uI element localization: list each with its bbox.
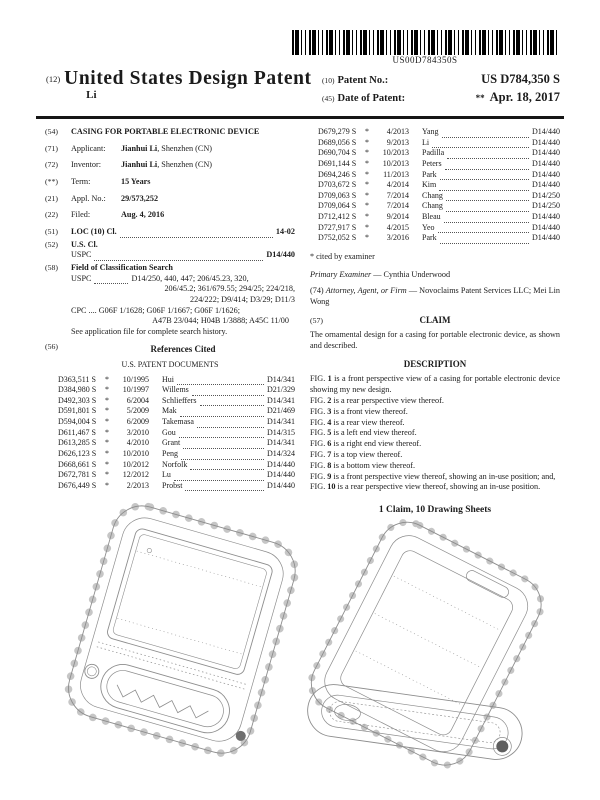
ref-number: D703,672 S: [318, 180, 357, 190]
ref-name: Probst: [162, 480, 183, 490]
dot-leader: [94, 276, 128, 284]
dot-leader: [200, 399, 264, 406]
fig-number: 5: [327, 428, 332, 438]
figure-description-line: [310, 439, 560, 450]
ref-number: D709,064 S: [318, 201, 357, 211]
ref-date: 6/2004: [126, 395, 149, 405]
field-uspc-label: USPC: [71, 273, 92, 283]
ref-date: 7/2014: [386, 201, 409, 211]
ref-class: D14/440: [532, 180, 560, 190]
reference-row: [310, 159, 560, 170]
ref-name: Yeo: [422, 222, 435, 232]
fig-text: is a front view thereof.: [333, 406, 408, 416]
ref-number: D727,917 S: [318, 222, 357, 232]
ref-name: Chang: [422, 201, 443, 211]
ref-name: Bleau: [422, 212, 441, 221]
ref-date: 10/2012: [122, 459, 149, 469]
dot-leader: [180, 410, 264, 417]
ref-name: Park: [422, 233, 437, 243]
reference-row: [45, 428, 295, 439]
rear-perspective-drawing: [295, 506, 563, 791]
ref-name: Lu: [162, 470, 171, 480]
invention-title: CASING FOR PORTABLE ELECTRONIC DEVICE: [71, 127, 260, 136]
right-column: [310, 127, 560, 517]
field-cpc-line1: G06F 1/1628; G06F 1/1667; G06F 1/1626;: [98, 305, 241, 315]
kind-code-tag: (12): [46, 74, 61, 84]
dot-leader: [185, 484, 264, 491]
fig-text: is a rear perspective view thereof.: [333, 395, 444, 405]
fig-number: 10: [327, 482, 336, 492]
cited-by-examiner-note: * cited by examiner: [310, 251, 375, 261]
ref-name: Park: [422, 169, 437, 179]
us-class-block: [71, 240, 295, 261]
filed-label: Filed:: [71, 210, 91, 220]
reference-row: [45, 375, 295, 386]
patent-number: US D784,350 S: [481, 72, 560, 86]
ref-star: *: [365, 180, 369, 190]
field-56-num: (56): [45, 341, 58, 351]
ref-class: D14/440: [267, 470, 295, 480]
fig-label: FIG.: [310, 395, 326, 405]
ref-star: *: [365, 137, 369, 147]
ref-number: D676,449 S: [58, 480, 97, 490]
ref-star: *: [105, 395, 109, 405]
ref-number: D709,063 S: [318, 190, 357, 200]
dot-leader: [444, 216, 529, 223]
fig-text: is a front perspective view of a casing for portable electronic device showing my new design.: [310, 374, 560, 395]
fig-text: is a top view thereof.: [333, 449, 403, 459]
reference-row: [45, 470, 295, 481]
header-rule: [36, 116, 564, 119]
ref-star: *: [105, 470, 109, 480]
field-cpc-line2: A47B 23/044; H04B 1/3888; A45C 11/00: [152, 316, 289, 326]
reference-row: [45, 385, 295, 396]
ref-class: D21/329: [267, 385, 295, 395]
ref-number: D694,246 S: [318, 169, 357, 179]
document-title: United States Design Patent: [64, 68, 312, 89]
reference-row: [45, 449, 295, 460]
ref-date: 10/2010: [122, 448, 149, 458]
ref-name: Grant: [162, 438, 181, 448]
figure-description-line: [310, 374, 560, 396]
ref-class: D14/440: [267, 459, 295, 469]
ref-date: 10/1997: [122, 385, 149, 395]
dot-leader: [120, 230, 273, 238]
figure-description-line: [310, 396, 560, 407]
attorney-num: (74): [310, 286, 324, 296]
reference-row: [45, 438, 295, 449]
fig-number: 1: [327, 374, 332, 384]
ref-name: Peters: [422, 158, 442, 168]
figure-descriptions: [310, 374, 560, 493]
ref-star: *: [365, 127, 369, 136]
fig-label: FIG.: [310, 406, 326, 416]
ref-name: Mak: [162, 406, 177, 416]
date-tag: (45): [322, 94, 335, 103]
ref-name: Hui: [162, 374, 174, 384]
field-term-num: (**): [45, 176, 58, 186]
field-uspc-line2: 206/45.2; 361/679.55; 294/25; 224/218,: [164, 284, 295, 294]
reference-row: [45, 396, 295, 407]
ref-star: *: [365, 148, 369, 158]
reference-row: [310, 223, 560, 234]
references-left-list: [45, 375, 295, 492]
ref-class: D14/250: [532, 190, 560, 200]
fig-text: is a rear view thereof.: [333, 417, 405, 427]
filed-value: Aug. 4, 2016: [121, 210, 165, 220]
ref-class: D14/341: [267, 395, 295, 405]
inventor-line: [71, 160, 295, 171]
ref-name: Kim: [422, 180, 437, 190]
ref-date: 3/2010: [126, 427, 149, 437]
figure-description-line: [310, 461, 560, 472]
fig-label: FIG.: [310, 471, 326, 481]
ref-date: 10/2013: [382, 148, 409, 158]
ref-number: D672,781 S: [58, 470, 97, 480]
reference-row: [310, 233, 560, 244]
ref-date: 12/2012: [122, 470, 149, 480]
dot-leader: [177, 378, 264, 385]
description-heading: [310, 359, 560, 371]
ref-number: D613,285 S: [58, 438, 97, 448]
ref-star: *: [365, 233, 369, 243]
ref-number: D594,004 S: [58, 417, 97, 427]
ref-class: D14/341: [267, 374, 295, 384]
ref-class: D14/250: [532, 201, 560, 211]
inventor-location: , Shenzhen (CN): [157, 160, 212, 170]
ref-name: Yang: [422, 127, 439, 136]
field-21-num: (21): [45, 193, 58, 203]
ref-number: D689,056 S: [318, 137, 357, 147]
dot-leader: [446, 205, 529, 212]
body-columns: [45, 127, 561, 517]
ref-date: 11/2013: [383, 169, 409, 179]
ref-date: 3/2016: [386, 233, 409, 243]
attorney-line: [310, 286, 560, 307]
field-uspc-line3: 224/222; D9/414; D3/29; D11/3: [190, 294, 295, 304]
loc-label: LOC (10) Cl.: [71, 226, 117, 236]
ref-name: Schlieffers: [162, 395, 197, 405]
fig-number: 3: [327, 406, 332, 416]
ref-star: *: [365, 222, 369, 232]
date-stars: **: [475, 93, 485, 103]
ref-star: *: [105, 448, 109, 458]
ref-number: D363,511 S: [58, 374, 96, 384]
ref-name: Peng: [162, 448, 178, 458]
cpc-dots: ....: [88, 305, 97, 315]
field-22-num: (22): [45, 210, 58, 220]
applicant-location: , Shenzhen (CN): [157, 143, 212, 153]
description-title: DESCRIPTION: [403, 358, 467, 369]
dot-leader: [447, 152, 529, 159]
ref-name: Takemasa: [162, 417, 194, 427]
field-72-num: (72): [45, 160, 58, 170]
patent-date: Apr. 18, 2017: [489, 90, 560, 104]
reference-row: [310, 148, 560, 159]
ref-class: D14/440: [532, 137, 560, 147]
field-58-num: (58): [45, 262, 58, 272]
reference-row: [45, 481, 295, 492]
ref-date: 5/2009: [126, 406, 149, 416]
ref-number: D626,123 S: [58, 448, 97, 458]
ref-class: D14/440: [532, 127, 560, 136]
ref-date: 6/2009: [126, 417, 149, 427]
filed-line: [71, 210, 295, 221]
ref-name: Li: [422, 137, 430, 147]
ref-date: 9/2013: [386, 137, 409, 147]
dot-leader: [190, 463, 264, 470]
ref-star: *: [105, 385, 109, 395]
dot-leader: [445, 163, 529, 170]
ref-name: Gou: [162, 427, 176, 437]
ref-star: *: [365, 169, 369, 179]
ref-class: D14/315: [267, 427, 295, 437]
dot-leader: [440, 237, 529, 244]
field-uspc-line1: D14/250, 440, 447; 206/45.23, 320,: [131, 273, 249, 283]
us-patent-documents-subtitle: U.S. PATENT DOCUMENTS: [121, 360, 219, 370]
loc-value: 14-02: [275, 226, 295, 236]
ref-star: *: [105, 406, 109, 416]
dot-leader: [179, 431, 264, 438]
attorney-name: — Novoclaims Patent Services LLC; Mei Lin Wong: [310, 286, 560, 306]
uspc-value: D14/440: [266, 250, 295, 260]
us-class-label: U.S. Cl.: [71, 239, 98, 249]
claim-num: (57): [310, 315, 323, 325]
ref-star: *: [105, 417, 109, 427]
appl-no-value: 29/573,252: [121, 193, 159, 203]
fig-number: 9: [327, 471, 332, 481]
applicant-name: Jianhui Li: [121, 143, 158, 153]
dot-leader: [438, 226, 529, 233]
ref-class: D14/341: [267, 417, 295, 427]
fig-number: 2: [327, 395, 332, 405]
header-right: [322, 72, 560, 108]
ref-number: D712,412 S: [318, 212, 357, 221]
inventor-name: Jianhui Li: [121, 160, 158, 170]
claim-title: CLAIM: [419, 314, 451, 325]
fig-text: is a right end view thereof.: [333, 439, 422, 449]
fig-text: is a left end view thereof.: [333, 428, 417, 438]
ref-class: D14/440: [532, 169, 560, 179]
ref-star: *: [365, 190, 369, 200]
term-label: Term:: [71, 176, 91, 186]
dot-leader: [183, 442, 264, 449]
ref-number: D668,661 S: [58, 459, 97, 469]
ref-number: D492,303 S: [58, 395, 97, 405]
ref-class: D14/341: [267, 438, 295, 448]
ref-star: *: [105, 438, 109, 448]
dot-leader: [442, 131, 529, 138]
ref-date: 4/2015: [386, 222, 409, 232]
ref-star: *: [105, 459, 109, 469]
ref-name: Chang: [422, 190, 443, 200]
ref-class: D14/440: [267, 480, 295, 490]
ref-number: D384,980 S: [58, 385, 97, 395]
fig-label: FIG.: [310, 417, 326, 427]
reference-row: [310, 191, 560, 202]
ref-date: 2/2013: [126, 480, 149, 490]
primary-examiner-line: [310, 270, 560, 281]
fig-label: FIG.: [310, 428, 326, 438]
dot-leader: [197, 421, 264, 428]
ref-date: 9/2014: [386, 212, 409, 221]
reference-row: [45, 406, 295, 417]
applicant-label: Applicant:: [71, 143, 106, 153]
fig-label: FIG.: [310, 482, 326, 492]
term-line: [71, 177, 295, 188]
fig-text: is a bottom view thereof.: [333, 460, 416, 470]
figure-description-line: [310, 428, 560, 439]
figure-description-line: [310, 407, 560, 418]
appl-no-label: Appl. No.:: [71, 193, 106, 203]
fig-number: 4: [327, 417, 332, 427]
figure-description-line: [310, 482, 560, 493]
reference-row: [310, 127, 560, 138]
dot-leader: [446, 194, 529, 201]
ref-class: D14/440: [532, 233, 560, 243]
figure-description-line: [310, 418, 560, 429]
ref-class: D14/440: [532, 222, 560, 232]
reference-row: [45, 417, 295, 428]
dot-leader: [439, 184, 529, 191]
ref-number: D611,467 S: [58, 427, 96, 437]
references-right-list: [310, 127, 560, 244]
fig-text: is a rear perspective view thereof, showing an in-use position.: [337, 482, 541, 492]
dot-leader: [181, 453, 264, 460]
ref-number: D591,801 S: [58, 406, 97, 416]
ref-class: D14/440: [532, 148, 560, 158]
front-perspective-drawing: [55, 496, 307, 798]
field-51-num: (51): [45, 226, 58, 236]
ref-class: D14/440: [532, 212, 560, 221]
ref-star: *: [105, 427, 109, 437]
inventor-surname: Li: [86, 89, 97, 101]
patent-no-tag: (10): [322, 76, 335, 85]
field-54-num: (54): [45, 127, 58, 136]
field-52-num: (52): [45, 239, 58, 249]
patent-no-label: Patent No.:: [337, 75, 389, 86]
claim-heading: [310, 315, 560, 327]
ref-name: Padilla: [422, 148, 445, 158]
fig-text: is a front perspective view thereof, showing an in-use position; and,: [333, 471, 556, 481]
fig-label: FIG.: [310, 460, 326, 470]
ref-number: D679,279 S: [318, 127, 357, 136]
ref-date: 4/2010: [126, 438, 149, 448]
claims-sheets-line: 1 Claim, 10 Drawing Sheets: [378, 505, 492, 516]
dot-leader: [94, 253, 263, 261]
reference-row: [45, 460, 295, 471]
attorney-label: Attorney, Agent, or Firm: [325, 286, 407, 296]
date-label: Date of Patent:: [337, 93, 406, 104]
ref-class: D14/440: [532, 158, 560, 168]
figure-description-line: [310, 450, 560, 461]
figure-description-line: [310, 472, 560, 483]
ref-class: D21/469: [267, 406, 295, 416]
dot-leader: [440, 173, 529, 180]
reference-row: [310, 138, 560, 149]
ref-number: D691,144 S: [318, 158, 357, 168]
ref-number: D690,704 S: [318, 148, 357, 158]
left-column: [45, 127, 295, 517]
fig-label: FIG.: [310, 439, 326, 449]
ref-date: 10/2013: [382, 158, 409, 168]
claim-text: The ornamental design for a casing for portable electronic device, as shown and described.: [310, 330, 560, 350]
loc-class-line: [71, 227, 295, 238]
examiner-label: Primary Examiner: [310, 269, 372, 279]
ref-star: *: [105, 374, 109, 384]
ref-star: *: [365, 212, 369, 221]
ref-class: D14/324: [267, 448, 295, 458]
dot-leader: [432, 141, 529, 148]
appl-no-line: [71, 194, 295, 205]
barcode-text: US00D784350S: [392, 55, 458, 65]
examiner-name: — Cynthia Underwood: [373, 269, 451, 279]
ref-date: 10/1995: [122, 374, 149, 384]
reference-row: [310, 180, 560, 191]
ref-star: *: [105, 480, 109, 490]
term-value: 15 Years: [121, 176, 151, 186]
search-history-note: See application file for complete search history.: [71, 326, 228, 336]
classification-search-block: [71, 263, 295, 338]
dot-leader: [174, 474, 264, 481]
ref-name: Willems: [162, 385, 189, 395]
fig-label: FIG.: [310, 374, 326, 384]
field-cpc-label: CPC: [71, 305, 87, 315]
applicant-line: [71, 144, 295, 155]
field-search-label: Field of Classification Search: [71, 262, 173, 272]
ref-name: Norfolk: [162, 459, 188, 469]
dot-leader: [192, 389, 264, 396]
reference-row: [310, 201, 560, 212]
reference-row: [310, 170, 560, 181]
barcode-icon: [292, 30, 558, 55]
reference-row: [310, 212, 560, 223]
fig-number: 8: [327, 460, 332, 470]
ref-date: 4/2014: [386, 180, 409, 190]
field-71-num: (71): [45, 143, 58, 153]
header: [46, 68, 560, 104]
ref-date: 4/2013: [386, 127, 409, 136]
ref-star: *: [365, 158, 369, 168]
ref-date: 7/2014: [386, 190, 409, 200]
fig-label: FIG.: [310, 449, 326, 459]
inventor-label: Inventor:: [71, 160, 102, 170]
fig-number: 6: [327, 439, 332, 449]
ref-star: *: [365, 201, 369, 211]
references-cited-title: References Cited: [150, 343, 216, 354]
ref-number: D752,052 S: [318, 233, 357, 243]
uspc-label: USPC: [71, 250, 92, 260]
fig-number: 7: [327, 449, 332, 459]
